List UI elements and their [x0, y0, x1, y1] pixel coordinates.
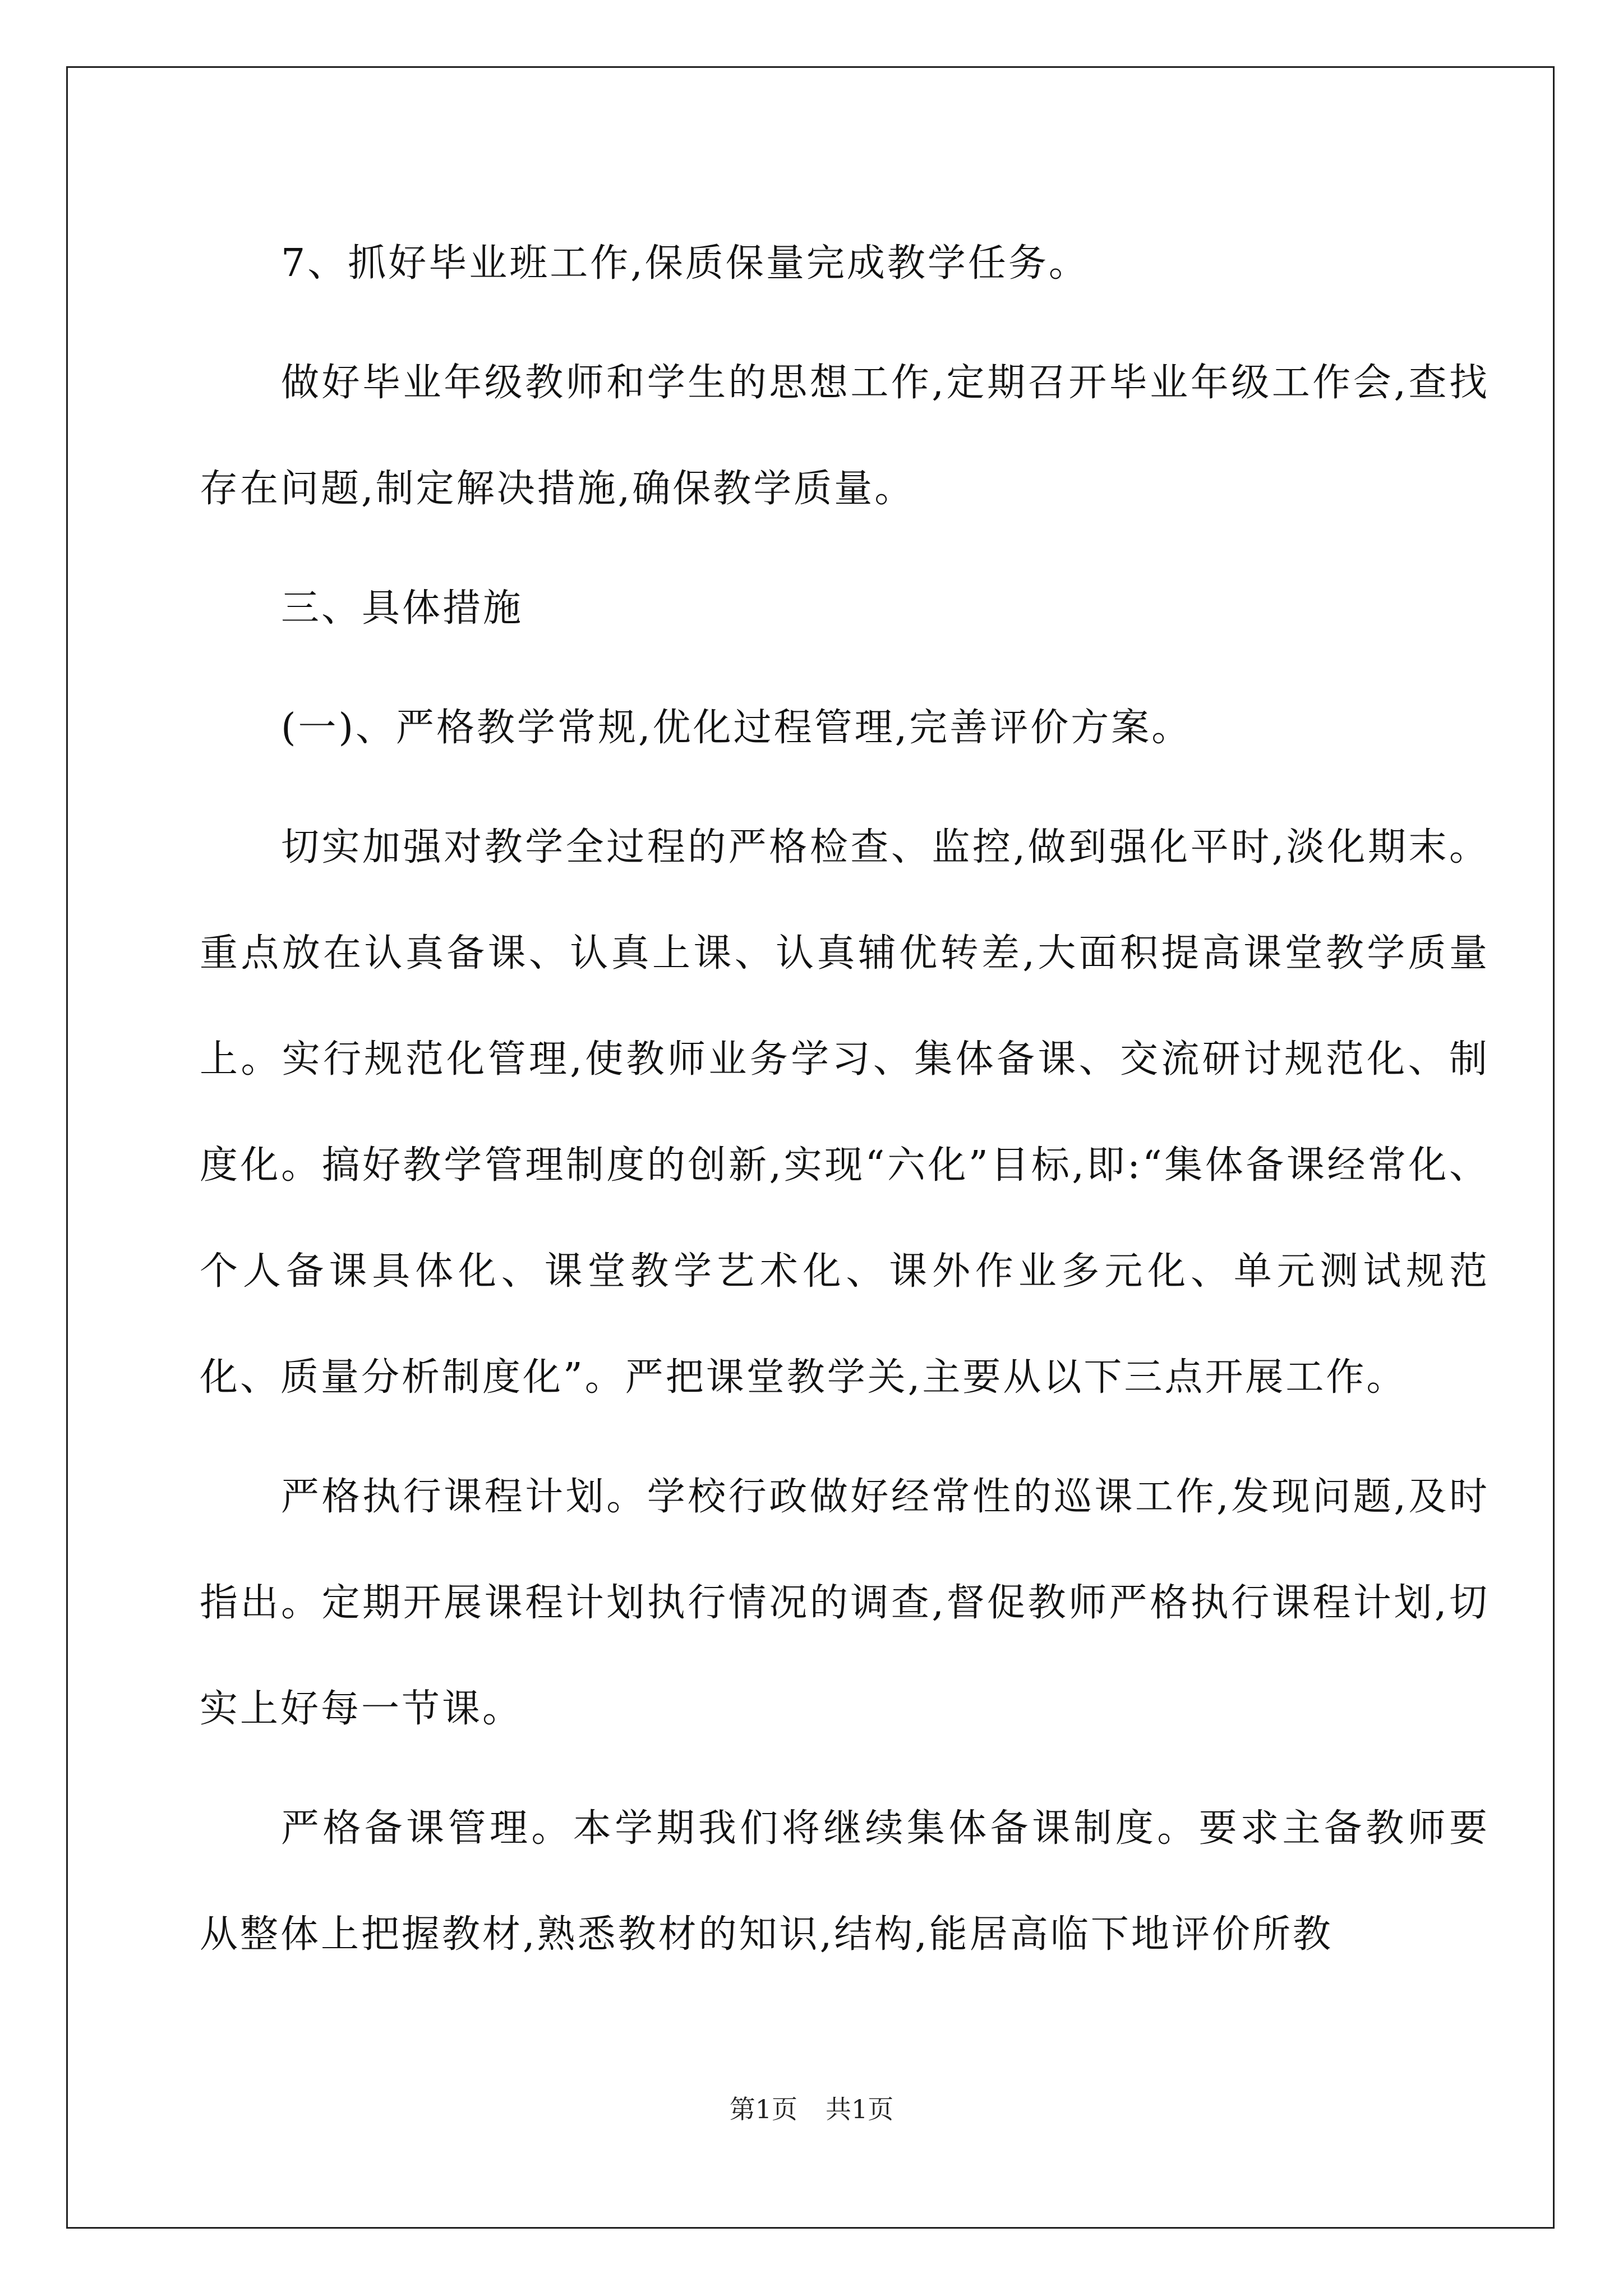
page-footer	[0, 2092, 1623, 2126]
page-number: 第1页	[729, 2094, 797, 2124]
document-body	[200, 210, 1490, 1987]
section-heading-measures: 三、具体措施	[281, 586, 524, 631]
paragraph-teacher-student-work: 做好毕业年级教师和学生的思想工作,定期召开毕业年级工作会,查找存在问题,制定解决措施,确保教学质量。	[200, 361, 1490, 511]
paragraph-graduating-class: 7、抓好毕业班工作,保质保量完成教学任务。	[281, 241, 1089, 286]
paragraph-course-plan: 严格执行课程计划。学校行政做好经常性的巡课工作,发现问题,及时指出。定期开展课程计划执行情况的调查,督促教师严格执行课程计划,切实上好每一节课。	[200, 1475, 1490, 1731]
paragraph-lesson-preparation: 严格备课管理。本学期我们将继续集体备课制度。要求主备教师要从整体上把握教材,熟悉教材的知识,结构,能居高临下地评价所教	[200, 1806, 1490, 1957]
total-pages: 共1页	[826, 2094, 894, 2124]
subsection-heading-teaching-routine: (一)、严格教学常规,优化过程管理,完善评价方案。	[281, 706, 1192, 750]
paragraph-process-supervision: 切实加强对教学全过程的严格检查、监控,做到强化平时,淡化期末。重点放在认真备课、认真上课、认真辅优转差,大面积提高课堂教学质量上。实行规范化管理,使教师业务学习、集体备课、交流研讨规范化、制度化。搞好教学管理制度的创新,实现“六化”目标,即:“集体备课经常化、个人备课具体化、课堂教学艺术化、课外作业多元化、单元测试规范化、质量分析制度化”。严把课堂教学关,主要从以下三点开展工作。	[200, 825, 1490, 1400]
